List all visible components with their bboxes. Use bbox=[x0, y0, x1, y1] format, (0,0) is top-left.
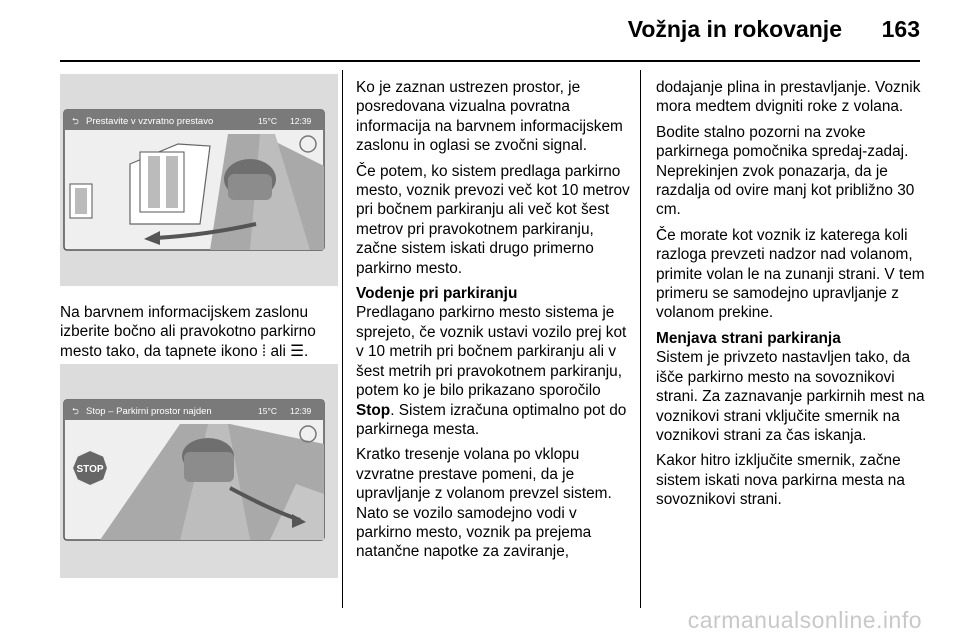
clock-readout: 12:39 bbox=[290, 406, 312, 416]
figure-reverse-gear-screen bbox=[60, 74, 338, 286]
column-divider-2 bbox=[640, 70, 641, 608]
page-number: 163 bbox=[881, 16, 920, 42]
screen-message: Prestavite v vzvratno prestavo bbox=[86, 116, 214, 127]
caption-line: mesto tako, da tapnete ikono ⁞ ali ☰. bbox=[60, 342, 309, 360]
column-divider-1 bbox=[342, 70, 343, 608]
caption-line: izberite bočno ali pravokotno parkirno bbox=[60, 323, 316, 341]
chapter-title: Vožnja in rokovanje bbox=[627, 16, 842, 42]
paragraph: Kratko tresenje volana po vklopu vzvratne prestave pomeni, da je upravljanje z volanom prevzel sistem. Nato se vozilo samodejno vodi v parkirno mesto, voznik pa prejema natančne napotke za zaviranje, bbox=[356, 446, 612, 561]
paragraph-text: Predlagano parkirno mesto sistema je sprejeto, če voznik ustavi vozilo prej kot v 10 metrih pri bočnem parkiranju ali v šest metrih pri pravokotnem parkiranju, potem ko je bilo prikazano sporočilo bbox=[356, 304, 627, 400]
figure-caption bbox=[60, 303, 332, 361]
paragraph: Bodite stalno pozorni na zvoke parkirnega pomočnika spredaj-zadaj. Neprekinjen zvok ponazarja, da je razdalja od ovire manj kot približno 30 cm. bbox=[656, 123, 915, 219]
figure-stop-screen bbox=[60, 364, 338, 578]
caption-line: Na barvnem informacijskem zaslonu bbox=[60, 304, 309, 321]
clock-readout: 12:39 bbox=[290, 116, 312, 126]
back-arrow-icon: ⮌ bbox=[72, 116, 79, 126]
screen-illustration-1 bbox=[60, 74, 338, 286]
paragraph: dodajanje plina in prestavljanje. Voznik mora medtem dvigniti roke z volana. bbox=[656, 79, 921, 116]
screen-illustration-2 bbox=[60, 364, 338, 578]
temperature-readout: 15°C bbox=[258, 116, 277, 126]
section-heading: Menjava strani parkiranja bbox=[656, 329, 841, 347]
section-heading: Vodenje pri parkiranju bbox=[356, 285, 518, 303]
paragraph-bold: Stop bbox=[356, 401, 391, 419]
site-watermark: carmanualsonline.info bbox=[687, 607, 922, 633]
paragraph: Če morate kot voznik iz katerega koli razloga prevzeti nadzor nad volanom, primite volan le na zunanji strani. V tem primeru se samodejno upravljanje z volanom prekine. bbox=[656, 226, 925, 322]
paragraph bbox=[356, 303, 630, 439]
paragraph: Sistem je privzeto nastavljen tako, da išče parkirno mesto na sovoznikovi strani. Za zaznavanje parkirnih mest na voznikovi strani vključite smernik na voznikovi strani za čas iskanja. bbox=[656, 349, 925, 444]
text-column-2 bbox=[356, 78, 630, 568]
paragraph: Kakor hitro izključite smernik, začne sistem iskati nova parkirna mesta na sovoznikovi strani. bbox=[656, 452, 905, 509]
back-arrow-icon: ⮌ bbox=[72, 406, 79, 416]
text-column-3 bbox=[656, 78, 926, 516]
header-rule bbox=[60, 60, 920, 62]
paragraph-text: . Sistem izračuna optimalno pot do parkirnega mesta. bbox=[356, 401, 627, 438]
paragraph: Ko je zaznan ustrezen prostor, je posredovana vizualna povratna informacija na barvnem informacijskem zaslonu in oglasi se zvočni signal. bbox=[356, 79, 623, 155]
stop-sign-label: STOP bbox=[76, 464, 104, 475]
screen-message: Stop – Parkirni prostor najden bbox=[86, 406, 212, 417]
page-header bbox=[0, 0, 960, 62]
paragraph: Če potem, ko sistem predlaga parkirno mesto, voznik prevozi več kot 10 metrov pri bočnem parkiranju ali več kot šest metrov pri pravokotnem parkiranju, začne sistem iskati drugo primerno parkirno mesto. bbox=[356, 162, 630, 277]
temperature-readout: 15°C bbox=[258, 406, 277, 416]
